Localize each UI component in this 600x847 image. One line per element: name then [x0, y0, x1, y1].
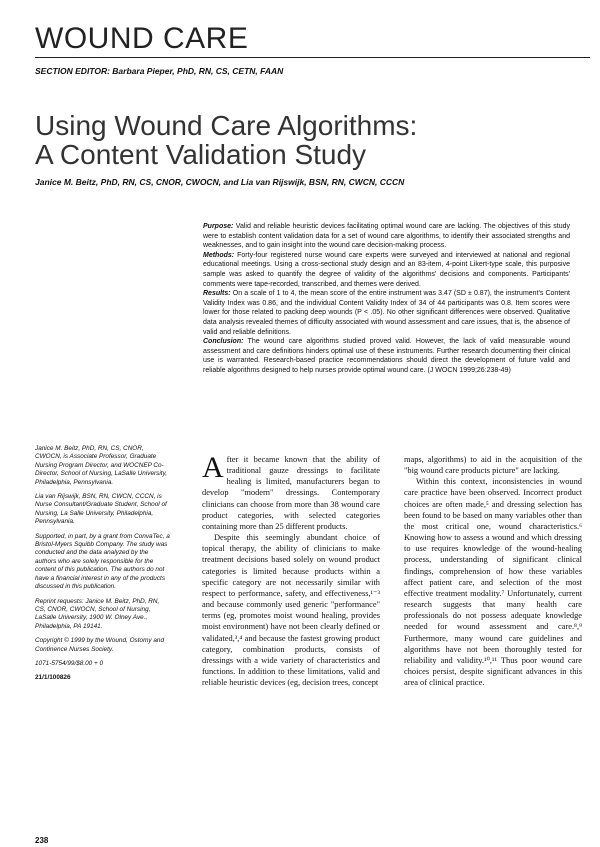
abstract-methods — [203, 251, 570, 289]
methods-text: Forty-four registered nurse wound care experts were surveyed and interviewed at national and regional educational meetings. Using a cross-sectional study design and an 83-item, 4-point Likert-type scale, this purposive sample was asked to quantify the degree of validity of the algorithms' decisions and components. Participants' comments were tape-recorded, transcribed, and themes were derived. — [203, 251, 570, 288]
purpose-text: Valid and reliable heuristic devices facilitating optimal wound care are lacking. The objectives of this study were to establish content validation data for a set of wound care algorithms, to identify their associated strengths and weaknesses, and to gain insight into the wound care decision-making process. — [203, 223, 570, 250]
abstract-conclusion — [203, 337, 570, 375]
methods-label: Methods: — [203, 251, 235, 259]
title-line-1: Using Wound Care Algorithms: — [35, 110, 418, 141]
issn-code: 1071-5754/99/$8.00 + 0 — [35, 659, 104, 667]
abstract-purpose — [203, 222, 570, 251]
body-paragraph-4: Within this context, inconsistencies in wound care practice have been observed. Incorrect product choices are often made,⁵ and dressing selection has been found to be based on many variables other than the most critical one, wound characteristics.⁶ Knowing how to assess a wound and which dressing to use requires knowledge of the wound-healing process, understanding of significant clinical findings, comprehension of how these variables affect patient care, and selection of the most effective treatment modality.⁷ Unfortunately, current research suggests that many health care professionals do not possess adequate knowledge needed for wound assessment and care.⁸,⁹ Furthermore, many wound care guidelines and algorithms have not been thoroughly tested for reliability and validity.¹⁰,¹¹ Thus poor wound care choices persist, despite significant advances in this area of clinical practice. — [404, 477, 582, 688]
results-label: Results: — [203, 290, 231, 298]
body-paragraph-3: maps, algorithms) to aid in the acquisition of the "big wound care products picture" are lacking. — [404, 455, 582, 476]
section-header: WOUND CARE — [35, 22, 249, 55]
drop-cap: A — [202, 451, 224, 484]
abstract-results — [203, 289, 570, 337]
conclusion-label: Conclusion: — [203, 338, 244, 346]
body-p1-text: fter it became known that the ability of traditional gauze dressings to facilitate healing is limited, manufacturers began to develop "modern" dressings. Contemporary clinicians can choose from more than 38 wound care product categories, with selected categories containing more than 25 different products. — [202, 455, 380, 531]
author2-bio: Lia van Rijswijk, BSN, RN, CWCN, CCCN, is Nurse Consultant/Graduate Student, School of Nursing, La Salle University, Philadelphia, Pennsylvania. — [35, 493, 167, 526]
conclusion-text: The wound care algorithms studied proved valid. However, the lack of valid measurable wound assessment and care definitions hinders optimal use of these instruments. Further research documenting their clinical use is warranted. Research-based practice recommendations should direct the development of future valid and reliable algorithms designed to help nurses provide optimal wound care. (J WOCN 1999;26:238-49) — [203, 338, 570, 374]
article-code: 21/1/100826 — [35, 674, 71, 682]
reprint-requests: Reprint requests: Janice M. Beitz, PhD, RN, CS, CNOR, CWOCN, School of Nursing, LaSalle University, 1900 W. Olney Ave., Philadelphia, PA 19141. — [35, 597, 160, 630]
title-line-2: A Content Validation Study — [35, 139, 367, 170]
body-paragraph-2: Despite this seemingly abundant choice of topical therapy, the ability of clinicians to make treatment decisions based solely on wound product categories is limited because products within a specific category are not necessarily similar with respect to performance, safety, and effectiveness,¹⁻³ and because commonly used generic "performance" terms (eg, promotes moist wound healing, provides moist environment) have not been clearly defined or validated,³,⁴ and because the fastest growing product category, combination products, consists of dressings with a wide variety of characteristics and functions. In addition to these limitations, valid and reliable heuristic devices (eg, decision trees, concept — [202, 533, 380, 688]
purpose-label: Purpose: — [203, 223, 234, 230]
body-paragraph-1 — [202, 451, 380, 532]
body-column-2 — [404, 454, 582, 688]
article-authors: Janice M. Beitz, PhD, RN, CS, CNOR, CWOCN, and Lia van Rijswijk, BSN, RN, CWCN, CCCN — [35, 177, 405, 187]
page-number: 238 — [35, 836, 49, 845]
section-editor: SECTION EDITOR: Barbara Pieper, PhD, RN, CS, CETN, FAAN — [35, 66, 284, 76]
body-column-1 — [202, 451, 380, 688]
results-text: On a scale of 1 to 4, the mean score of the entire instrument was 3.47 (SD ± 0.87), the instrument's Content Validity Index was 0.86, and the individual Content Validity Index of 34 of 44 participants was 0.8. Item scores were lower for those related to packing deep wounds (P < .05). No other significant differences were observed. Qualitative data analysis revealed themes of difficulty associated with wound assessment and care issues, that is, the absence of valid and reliable definitions. — [203, 290, 570, 336]
section-divider — [35, 57, 590, 58]
funding-note: Supported, in part, by a grant from ConvaTec, a Bristol-Myers Squibb Company. The study was conducted and the data analyzed by the authors who are solely responsible for the content of this publication. The authors do not have a financial interest in any of the products discussed in this publication. — [35, 532, 170, 591]
author-sidebar — [35, 445, 171, 683]
article-title — [35, 111, 455, 169]
author1-bio: Janice M. Beitz, PhD, RN, CS, CNOR, CWOCN, is Associate Professor, Graduate Nursing Program Director, and WOCNEP Co-Director, School of Nursing, LaSalle University, Philadelphia, Pennsylvania. — [35, 445, 168, 486]
copyright-note: Copyright © 1999 by the Wound, Ostomy and Continence Nurses Society. — [35, 637, 165, 653]
abstract — [203, 222, 570, 376]
